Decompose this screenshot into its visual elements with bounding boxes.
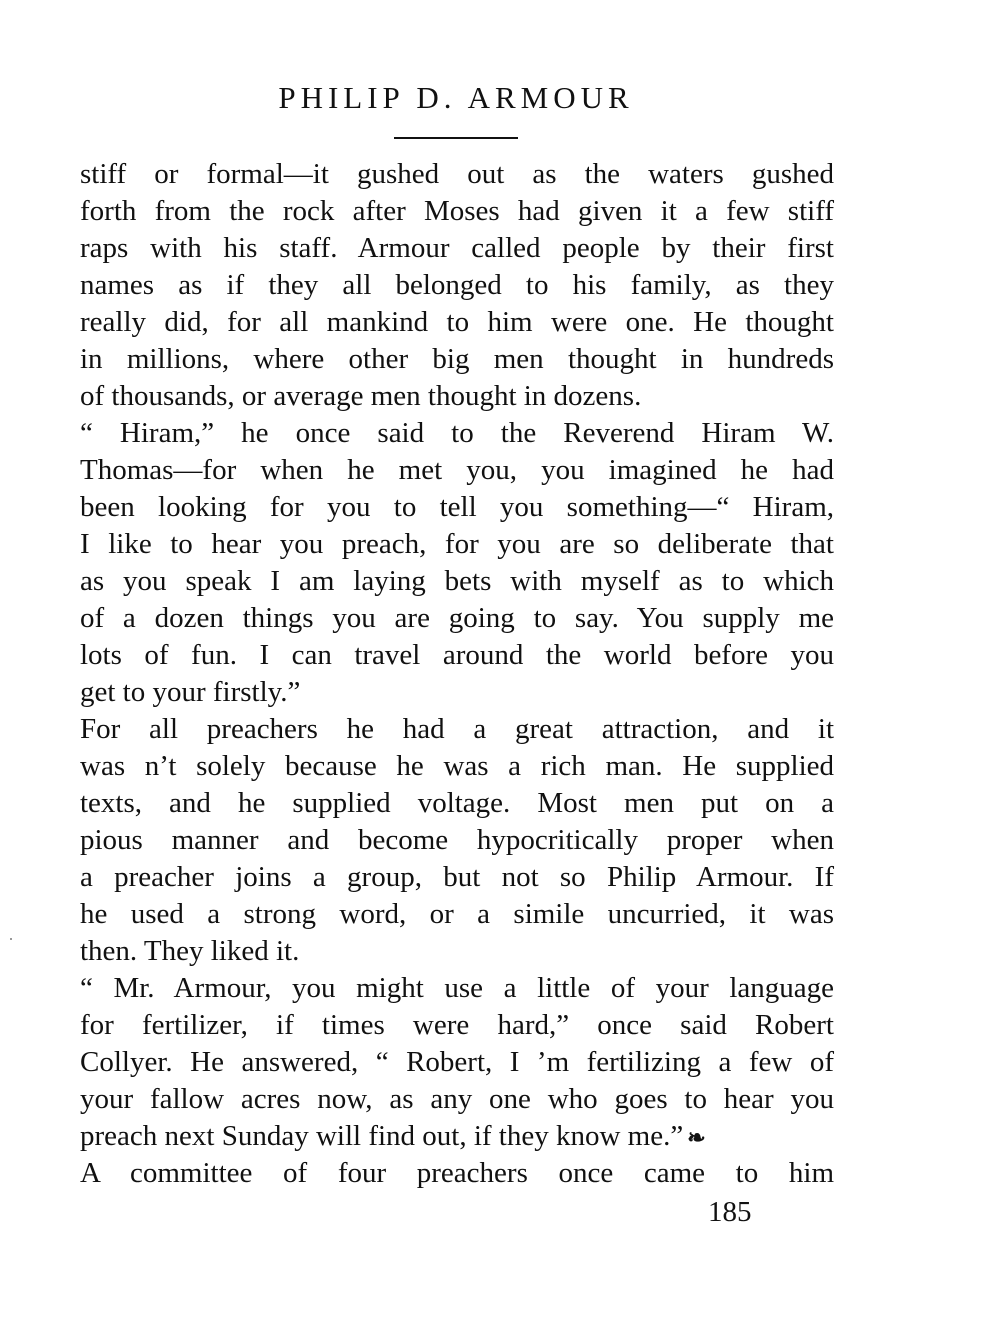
text-line: pious manner and become hypocritically proper when bbox=[80, 824, 834, 856]
text-line: I like to hear you preach, for you are so deliberate that bbox=[80, 528, 834, 560]
text-line: forth from the rock after Moses had given it a few stiff bbox=[80, 195, 834, 227]
text-line: really did, for all mankind to him were one. He thought bbox=[80, 306, 834, 338]
text-line: stiff or formal—it gushed out as the waters gushed bbox=[80, 158, 834, 190]
scan-speck bbox=[10, 938, 12, 940]
text-line: preach next Sunday will find out, if they know me.” bbox=[80, 1120, 684, 1152]
text-line: texts, and he supplied voltage. Most men put on a bbox=[80, 787, 834, 819]
text-line: in millions, where other big men thought in hundreds bbox=[80, 343, 834, 375]
text-line: of a dozen things you are going to say. You supply me bbox=[80, 602, 834, 634]
page-number: 185 bbox=[708, 1196, 752, 1228]
leaf-ornament-icon: ❧ bbox=[687, 1125, 706, 1150]
body-text bbox=[80, 156, 834, 1192]
header-rule bbox=[394, 137, 518, 139]
text-line: a preacher joins a group, but not so Philip Armour. If bbox=[80, 861, 834, 893]
text-line-with-ornament bbox=[80, 1118, 834, 1155]
text-line: then. They liked it. bbox=[80, 935, 300, 967]
text-line: For all preachers he had a great attraction, and it bbox=[80, 713, 834, 745]
text-line: of thousands, or average men thought in dozens. bbox=[80, 380, 642, 412]
text-line: lots of fun. I can travel around the world before you bbox=[80, 639, 834, 671]
running-title: PHILIP D. ARMOUR bbox=[278, 80, 634, 115]
text-line: “ Hiram,” he once said to the Reverend Hiram W. bbox=[80, 417, 834, 449]
text-line: names as if they all belonged to his family, as they bbox=[80, 269, 834, 301]
text-line: as you speak I am laying bets with myself as to which bbox=[80, 565, 834, 597]
text-line: A committee of four preachers once came to him bbox=[80, 1157, 834, 1189]
text-line: was n’t solely because he was a rich man. He supplied bbox=[80, 750, 834, 782]
text-line: Collyer. He answered, “ Robert, I ’m fertilizing a few of bbox=[80, 1046, 834, 1078]
text-line: Thomas—for when he met you, you imagined he had bbox=[80, 454, 834, 486]
text-line: been looking for you to tell you something—“ Hiram, bbox=[80, 491, 834, 523]
text-line: “ Mr. Armour, you might use a little of your language bbox=[80, 972, 834, 1004]
text-line: raps with his staff. Armour called people by their first bbox=[80, 232, 834, 264]
text-line: for fertilizer, if times were hard,” once said Robert bbox=[80, 1009, 834, 1041]
text-line: get to your firstly.” bbox=[80, 676, 301, 708]
text-line: he used a strong word, or a simile uncurried, it was bbox=[80, 898, 834, 930]
text-line: your fallow acres now, as any one who goes to hear you bbox=[80, 1083, 834, 1115]
